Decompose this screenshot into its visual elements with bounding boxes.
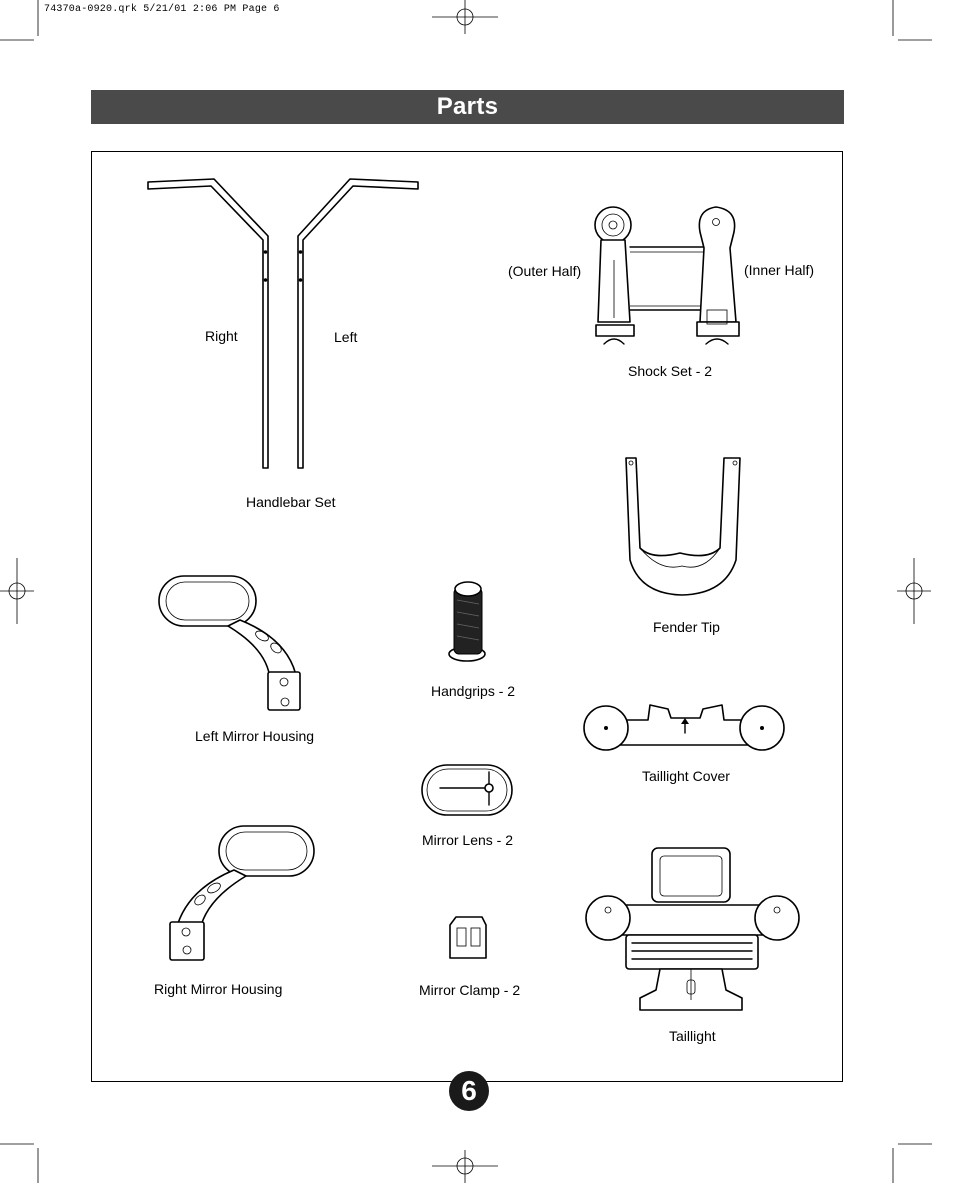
right-mirror-housing-label: Right Mirror Housing — [154, 981, 283, 997]
fender-tip-label: Fender Tip — [653, 619, 720, 635]
mirror-clamp-illustration — [450, 917, 486, 958]
handlebar-set-label: Handlebar Set — [246, 494, 336, 510]
mirror-lens-illustration — [422, 765, 512, 815]
print-slug: 74370a-0920.qrk 5/21/01 2:06 PM Page 6 — [44, 4, 280, 15]
handgrip-illustration — [449, 582, 485, 661]
handgrips-label: Handgrips - 2 — [431, 683, 516, 699]
right-mirror-housing-illustration — [170, 826, 314, 960]
shock-inner-half-label: (Inner Half) — [744, 262, 815, 278]
taillight-cover-label: Taillight Cover — [642, 768, 730, 784]
shock-set-label: Shock Set - 2 — [628, 363, 713, 379]
shock-connecting-bars — [630, 247, 704, 310]
shock-inner-half-illustration — [697, 207, 739, 344]
shock-outer-half-illustration — [595, 207, 634, 344]
taillight-illustration — [586, 848, 799, 1010]
handlebar-left-illustration — [298, 179, 418, 468]
handlebar-right-illustration — [148, 179, 268, 468]
page-number-badge — [449, 1071, 489, 1111]
mirror-lens-label: Mirror Lens - 2 — [422, 832, 514, 848]
taillight-label: Taillight — [669, 1028, 716, 1044]
left-mirror-housing-illustration — [159, 576, 300, 710]
handlebar-right-label: Right — [205, 328, 238, 344]
handlebar-left-label: Left — [334, 329, 358, 345]
shock-outer-half-label: (Outer Half) — [508, 263, 582, 279]
taillight-cover-illustration — [584, 705, 784, 750]
left-mirror-housing-label: Left Mirror Housing — [195, 728, 315, 744]
mirror-clamp-label: Mirror Clamp - 2 — [419, 982, 521, 998]
page-number: 6 — [461, 1075, 477, 1106]
page-title: Parts — [436, 93, 499, 120]
fender-tip-illustration — [626, 458, 740, 595]
